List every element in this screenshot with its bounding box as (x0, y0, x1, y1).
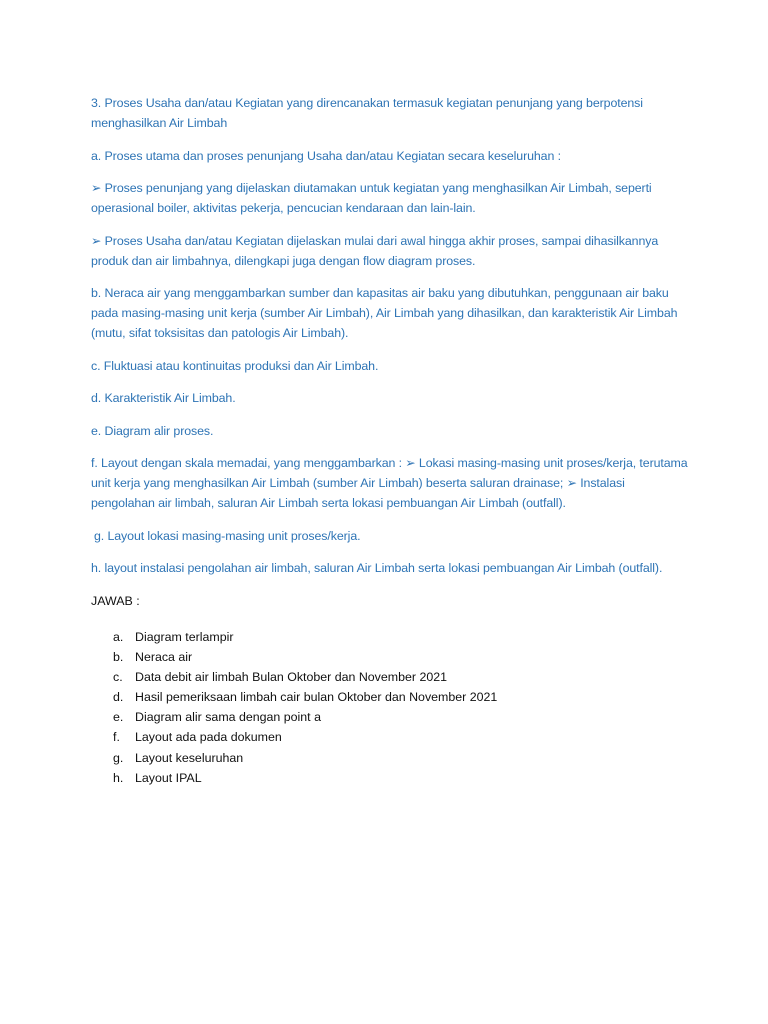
list-item-text: Layout IPAL (135, 770, 202, 785)
paragraph-item-c: c. Fluktuasi atau kontinuitas produksi dan Air Limbah. (91, 358, 379, 373)
list-item-text: Data debit air limbah Bulan Oktober dan November 2021 (135, 670, 448, 685)
paragraph-item-e: e. Diagram alir proses. (91, 423, 214, 438)
list-item-text: Layout ada pada dokumen (135, 730, 282, 745)
paragraph-item-g: g. Layout lokasi masing-masing unit proses/kerja. (94, 528, 361, 543)
list-item (91, 687, 691, 707)
list-marker: g. (113, 750, 124, 765)
list-item (91, 647, 691, 667)
document-content (91, 93, 691, 788)
paragraph-bullet-proses-usaha: ➢ Proses Usaha dan/atau Kegiatan dijelaskan mulai dari awal hingga akhir proses, sampai dihasilkannya produk dan air limbahnya, dilengkapi juga dengan flow diagram proses. (91, 233, 659, 268)
list-item (91, 707, 691, 727)
list-item (91, 748, 691, 768)
list-marker: d. (113, 690, 124, 705)
list-marker: h. (113, 770, 124, 785)
paragraph-item-f: f. Layout dengan skala memadai, yang menggambarkan : ➢ Lokasi masing-masing unit proses/kerja, terutama unit kerja yang menghasilkan Air Limbah (sumber Air Limbah) beserta saluran drainase; ➢ Instalasi pengolahan air limbah, saluran Air Limbah serta lokasi pembuangan Air Limbah (outfall). (91, 456, 688, 510)
paragraph-item-h: h. layout instalasi pengolahan air limbah, saluran Air Limbah serta lokasi pembuangan Air Limbah (outfall). (91, 561, 663, 575)
list-marker: a. (113, 630, 124, 644)
list-item-text: Layout keseluruhan (135, 750, 244, 765)
list-marker: c. (113, 670, 123, 685)
jawab-heading: JAWAB : (91, 594, 140, 608)
answer-list (91, 627, 691, 788)
list-item (91, 627, 691, 647)
paragraph-item-a: a. Proses utama dan proses penunjang Usaha dan/atau Kegiatan secara keseluruhan : (91, 148, 561, 163)
list-item-text: Hasil pemeriksaan limbah cair bulan Oktober dan November 2021 (135, 690, 498, 705)
list-item (91, 727, 691, 747)
list-marker: f. (113, 730, 120, 745)
list-item-text: Diagram alir sama dengan point a (135, 710, 321, 725)
list-item-text: Neraca air (135, 650, 193, 665)
paragraph-item-d: d. Karakteristik Air Limbah. (91, 391, 236, 405)
paragraph-bullet-penunjang: ➢ Proses penunjang yang dijelaskan diutamakan untuk kegiatan yang menghasilkan Air Limbah, seperti operasional boiler, aktivitas pekerja, pencucian kendaraan dan lain-lain. (91, 181, 652, 215)
list-marker: b. (113, 650, 124, 665)
list-item-text: Diagram terlampir (135, 630, 234, 644)
list-marker: e. (113, 710, 124, 725)
list-item (91, 768, 691, 788)
list-item (91, 667, 691, 687)
paragraph-item-b: b. Neraca air yang menggambarkan sumber dan kapasitas air baku yang dibutuhkan, penggunaan air baku pada masing-masing unit kerja (sumber Air Limbah), Air Limbah yang dihasilkan, dan karakteristik Air Limbah (mutu, sifat toksisitas dan patologis Air Limbah). (91, 286, 678, 340)
paragraph-section-3: 3. Proses Usaha dan/atau Kegiatan yang direncanakan termasuk kegiatan penunjang yang berpotensi menghasilkan Air Limbah (91, 96, 643, 130)
